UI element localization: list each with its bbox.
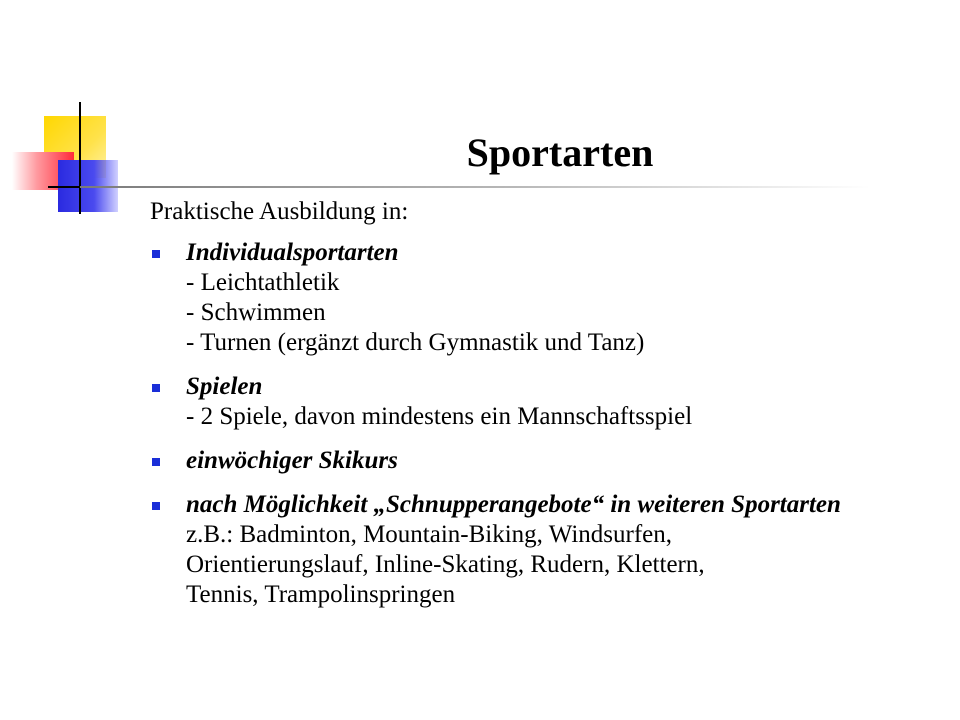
bullet-marker bbox=[152, 384, 160, 392]
bullet-heading: nach Möglichkeit „Schnupperangebote“ in weiteren Sportarten bbox=[186, 491, 841, 518]
bullet-line: Orientierungslauf, Inline-Skating, Rudern, Klettern, bbox=[186, 551, 705, 578]
bullet-list bbox=[150, 238, 910, 610]
bullet-marker bbox=[152, 458, 160, 466]
vertical-line-decoration bbox=[79, 102, 81, 214]
slide-title: Sportarten bbox=[466, 130, 654, 175]
bullet-line: - Schwimmen bbox=[186, 299, 326, 326]
slide-content bbox=[150, 196, 910, 624]
list-item bbox=[150, 446, 910, 476]
bullet-line: - Turnen (ergänzt durch Gymnastik und Tanz) bbox=[186, 329, 645, 356]
list-item bbox=[150, 238, 910, 358]
list-item bbox=[150, 372, 910, 432]
bullet-heading: einwöchiger Skikurs bbox=[186, 447, 398, 474]
intro-text: Praktische Ausbildung in: bbox=[150, 198, 409, 225]
bullet-heading: Individualsportarten bbox=[186, 239, 399, 266]
bullet-line: - 2 Spiele, davon mindestens ein Mannschaftsspiel bbox=[186, 403, 693, 430]
bullet-marker bbox=[152, 250, 160, 258]
bullet-marker bbox=[152, 502, 160, 510]
bullet-line: Tennis, Trampolinspringen bbox=[186, 581, 456, 608]
bullet-line: - Leichtathletik bbox=[186, 269, 340, 296]
title-underline bbox=[80, 186, 870, 188]
bullet-heading: Spielen bbox=[186, 373, 263, 400]
bullet-line: z.B.: Badminton, Mountain-Biking, Windsurfen, bbox=[186, 521, 672, 548]
list-item bbox=[150, 490, 910, 610]
